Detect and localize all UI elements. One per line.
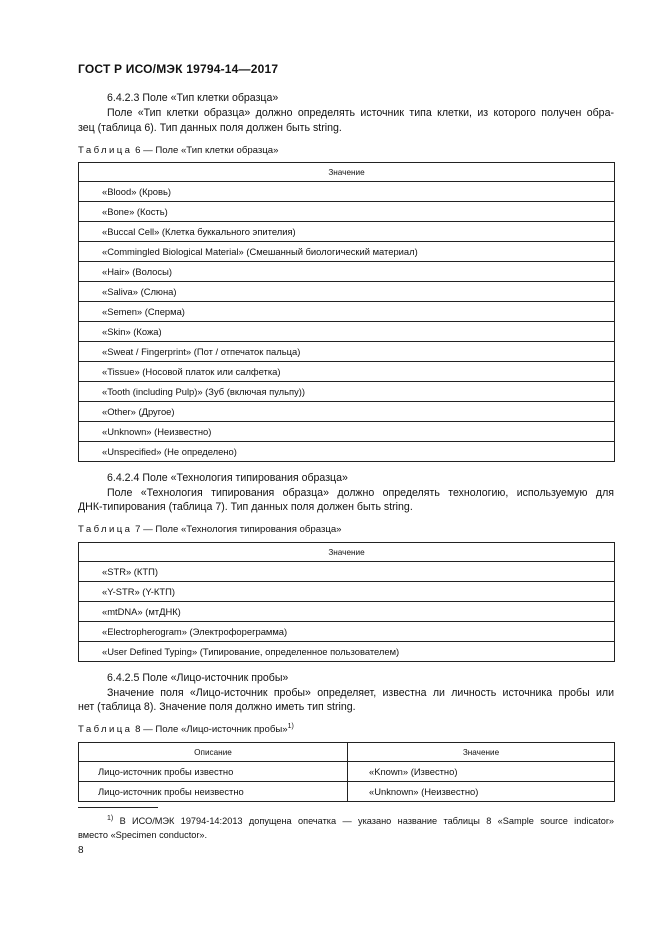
footnote-line1 [107, 815, 614, 828]
table8-cell-value: «Known» (Известно) [348, 762, 615, 782]
table-row [79, 782, 615, 802]
table8-cell-value: «Unknown» (Неизвестно) [348, 782, 615, 802]
table6-row: «Tooth (including Pulp)» (Зуб (включая пульпу)) [79, 382, 615, 402]
section-6424-heading: 6.4.2.4 Поле «Технология типирования образца» [107, 472, 348, 484]
table6-caption [78, 145, 278, 156]
table6 [78, 162, 615, 462]
footnote-divider [78, 807, 158, 808]
section-6423-text-line1: Поле «Тип клетки образца» должно определять источник типа клетки, из которого получен обра- [107, 107, 614, 119]
table8 [78, 742, 615, 802]
section-6425-text-line2: нет (таблица 8). Значение поля должно иметь тип string. [78, 701, 356, 713]
table8-caption [78, 724, 294, 735]
table6-row: «Buccal Cell» (Клетка буккального эпителия) [79, 222, 615, 242]
table7-header: Значение [79, 543, 615, 562]
table8-cell-description: Лицо-источник пробы неизвестно [79, 782, 348, 802]
table7-caption-text: 7 — Поле «Технология типирования образца» [135, 524, 342, 535]
footnote-marker: 1) [107, 815, 114, 822]
section-6425-heading: 6.4.2.5 Поле «Лицо-источник пробы» [107, 672, 289, 684]
table6-row: «Semen» (Сперма) [79, 302, 615, 322]
table6-row: «Skin» (Кожа) [79, 322, 615, 342]
table7-row: «Electropherogram» (Электрофореграмма) [79, 622, 615, 642]
table6-caption-label: Таблица [78, 145, 133, 156]
section-6425-text-line1: Значение поля «Лицо-источник пробы» определяет, известна ли личность источника пробы или [107, 687, 614, 699]
table7-row: «STR» (КТП) [79, 562, 615, 582]
table8-cell-description: Лицо-источник пробы известно [79, 762, 348, 782]
table7-row: «Y-STR» (Y-КТП) [79, 582, 615, 602]
section-6424-text-line2: ДНК-типирования (таблица 7). Тип данных поля должен быть string. [78, 501, 413, 513]
footnote-text-line1: В ИСО/МЭК 19794-14:2013 допущена опечатка — указано название таблицы 8 «Sample source indicator» [119, 816, 614, 826]
table-row [79, 762, 615, 782]
table8-col-value: Значение [348, 743, 615, 762]
table6-row: «Blood» (Кровь) [79, 182, 615, 202]
section-6423-heading: 6.4.2.3 Поле «Тип клетки образца» [107, 92, 279, 104]
table6-header: Значение [79, 163, 615, 182]
table6-row: «Other» (Другое) [79, 402, 615, 422]
page-number: 8 [78, 845, 84, 856]
table8-col-description: Описание [79, 743, 348, 762]
table7-row: «User Defined Typing» (Типирование, определенное пользователем) [79, 642, 615, 662]
footnote-text-line2: вместо «Specimen conductor». [78, 830, 208, 840]
document-title: ГОСТ Р ИСО/МЭК 19794-14—2017 [78, 62, 279, 76]
table8-caption-label: Таблица [78, 724, 133, 735]
table7 [78, 542, 615, 662]
section-6424-text-line1: Поле «Технология типирования образца» должно определять технологию, используемую для [107, 487, 614, 499]
section-6423-text-line2: зец (таблица 6). Тип данных поля должен быть string. [78, 122, 342, 134]
table7-caption [78, 524, 342, 535]
table6-row: «Unspecified» (Не определено) [79, 442, 615, 462]
table6-row: «Commingled Biological Material» (Смешанный биологический материал) [79, 242, 615, 262]
table6-row: «Sweat / Fingerprint» (Пот / отпечаток пальца) [79, 342, 615, 362]
table6-row: «Saliva» (Слюна) [79, 282, 615, 302]
table8-caption-text: 8 — Поле «Лицо-источник пробы» [135, 724, 288, 735]
table6-row: «Tissue» (Носовой платок или салфетка) [79, 362, 615, 382]
table8-footnote-ref: 1) [287, 723, 294, 730]
table7-caption-label: Таблица [78, 524, 133, 535]
table6-row: «Hair» (Волосы) [79, 262, 615, 282]
table7-row: «mtDNA» (мтДНК) [79, 602, 615, 622]
table6-row: «Bone» (Кость) [79, 202, 615, 222]
table6-row: «Unknown» (Неизвестно) [79, 422, 615, 442]
table6-caption-text: 6 — Поле «Тип клетки образца» [135, 145, 279, 156]
